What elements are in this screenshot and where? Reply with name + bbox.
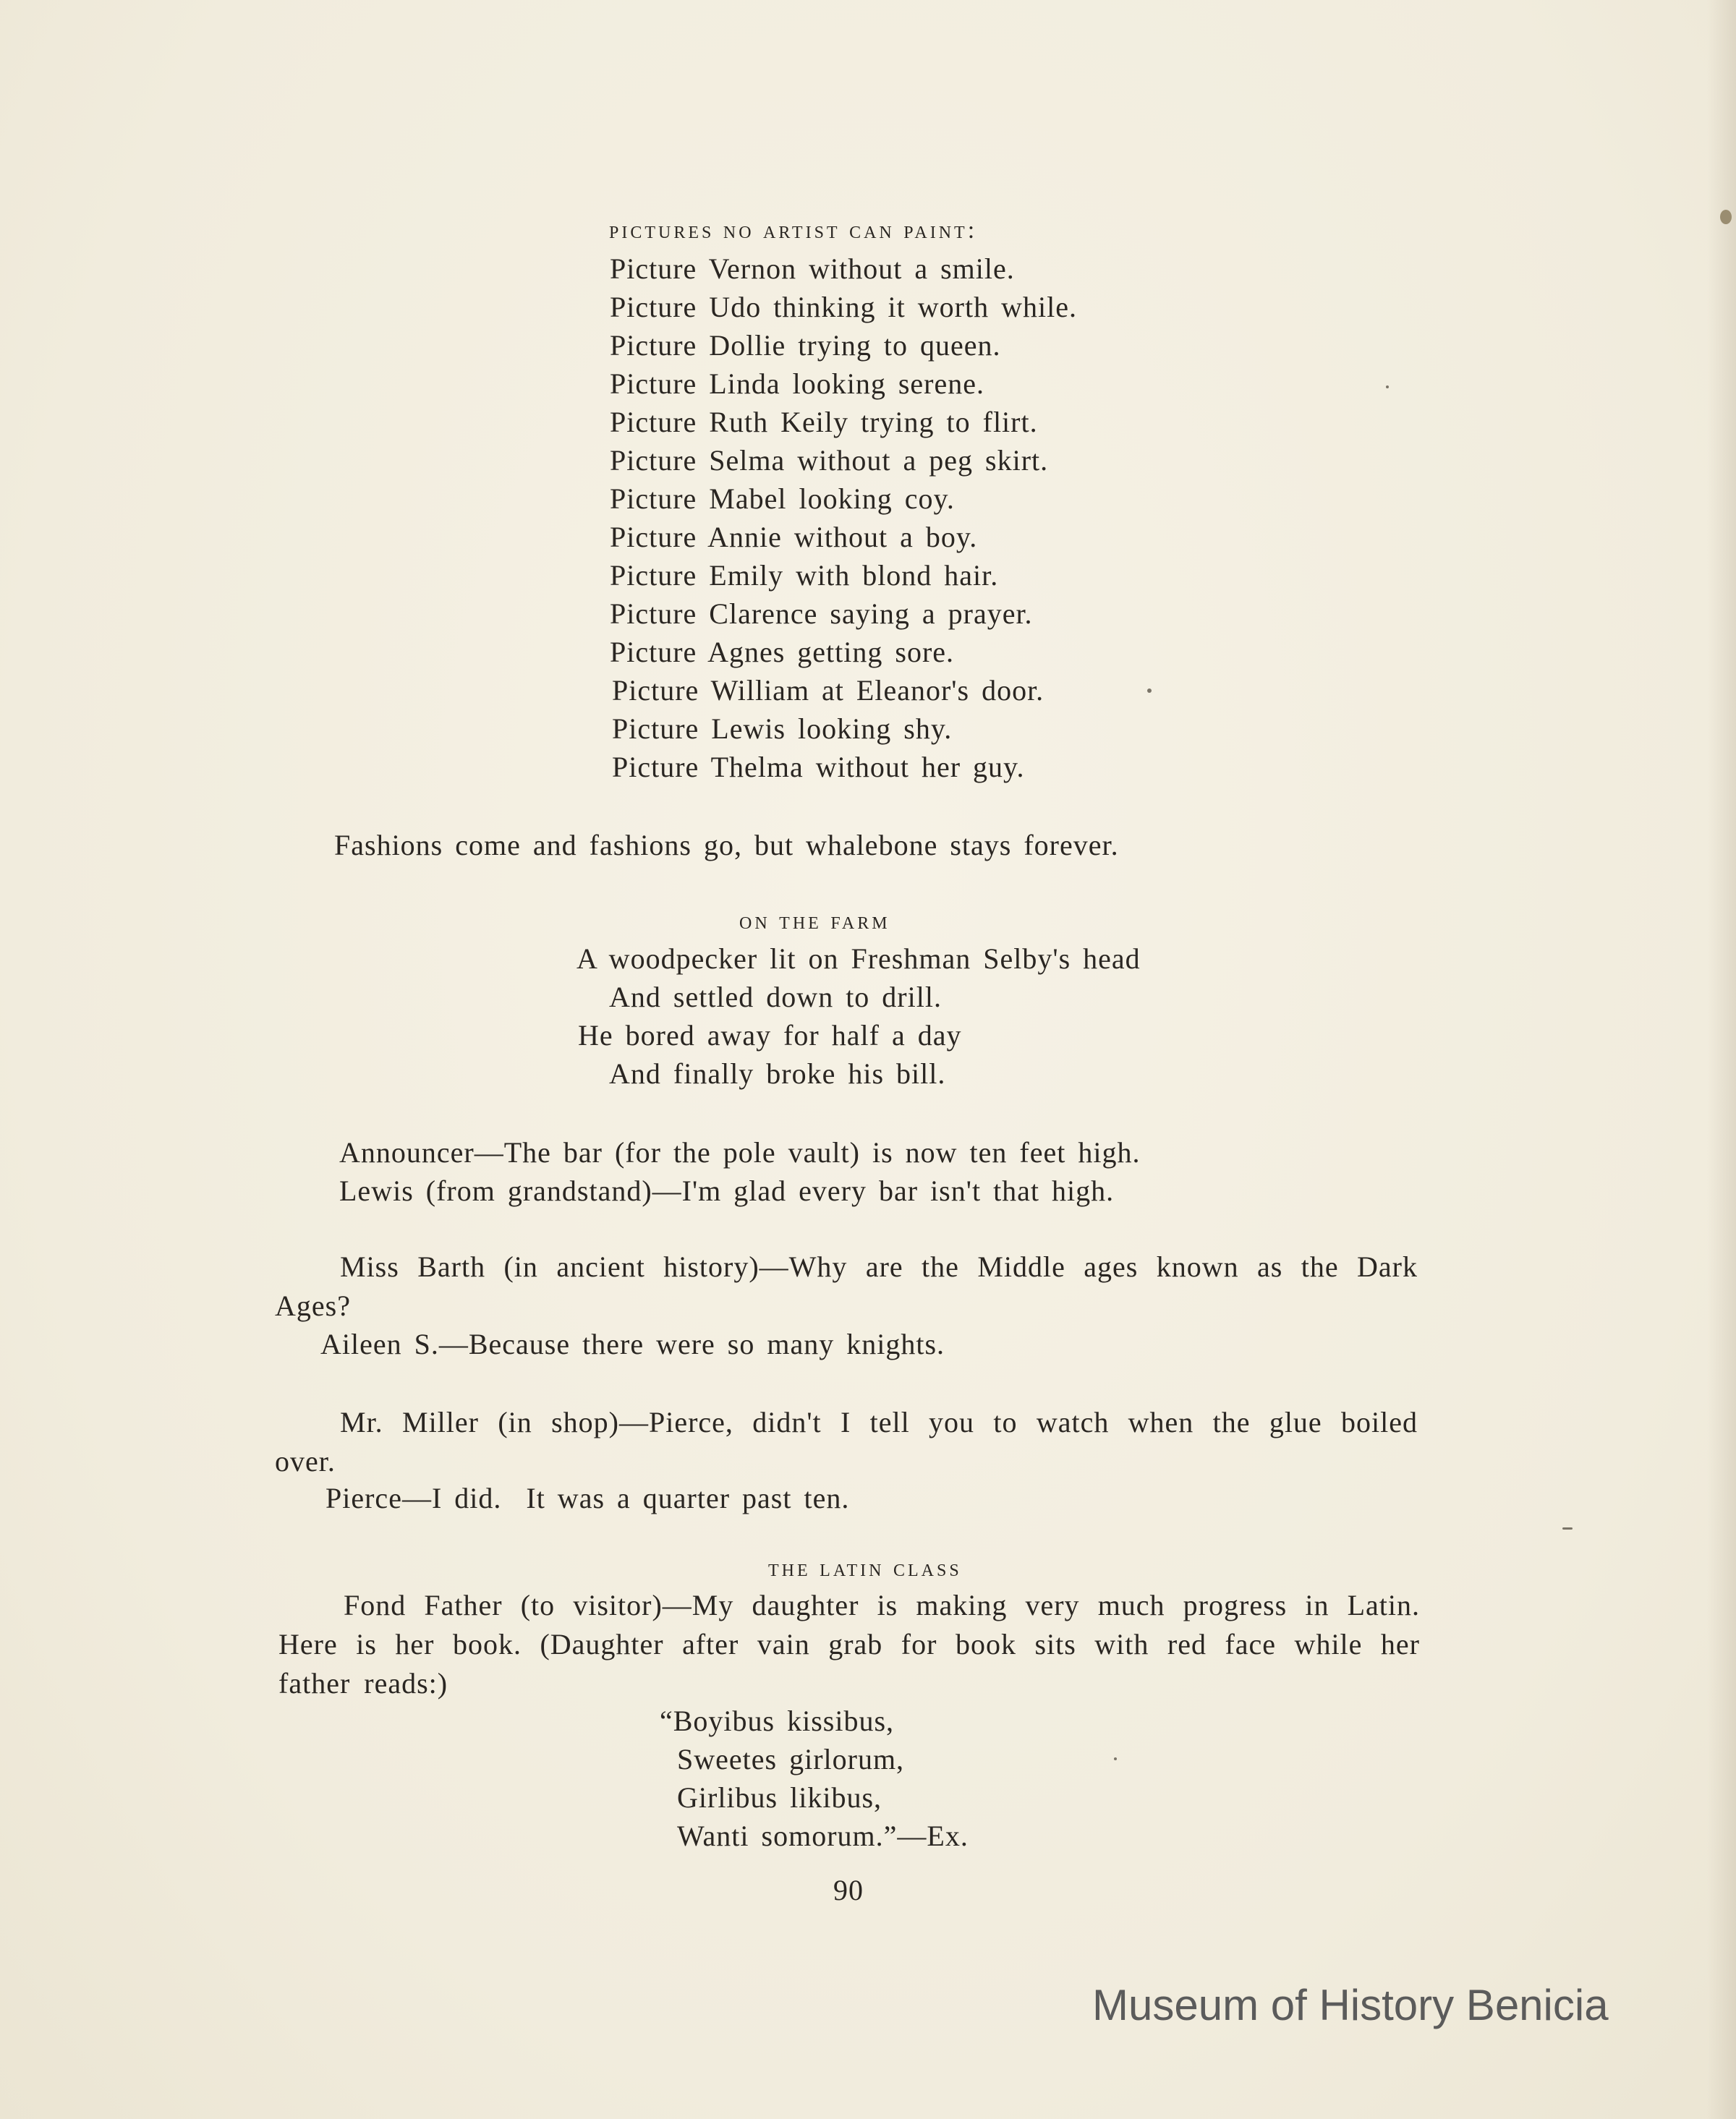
pictures-line: Picture Selma without a peg skirt. [610, 444, 1049, 477]
pictures-line: Picture Linda looking serene. [610, 367, 984, 400]
page-number: 90 [833, 1874, 864, 1906]
museum-watermark: Museum of History Benicia [1092, 1981, 1609, 2029]
latin-paragraph: Fond Father (to visitor)—My daughter is making very much progress in Latin. Here is her book. (Daughter after vain grab for book sits with red face while her father reads:) [278, 1589, 1420, 1700]
page-edge-shadow [1707, 0, 1736, 2119]
farm-verse-line: And finally broke his bill. [609, 1057, 946, 1090]
farm-verse-line: And settled down to drill. [609, 981, 942, 1013]
pictures-line: Picture Udo thinking it worth while. [610, 291, 1077, 323]
pictures-line: Picture Dollie trying to queen. [610, 329, 1001, 362]
latin-heading: the latin class [768, 1555, 962, 1582]
pictures-line: Picture Lewis looking shy. [612, 712, 953, 745]
latin-verse-line: Girlibus likibus, [677, 1781, 882, 1814]
farm-verse-line: He bored away for half a day [578, 1019, 962, 1052]
pictures-line: Picture Annie without a boy. [610, 521, 978, 553]
pictures-line: Picture Thelma without her guy. [612, 751, 1025, 783]
paper-speck [1147, 688, 1152, 693]
pictures-line: Picture Agnes getting sore. [610, 636, 955, 668]
binding-mark [1720, 210, 1732, 224]
lewis-reply: Lewis (from grandstand)—I'm glad every bar isn't that high. [339, 1174, 1115, 1207]
pictures-line: Picture Clarence saying a prayer. [610, 597, 1033, 630]
aileen-answer: Aileen S.—Because there were so many knights. [320, 1328, 945, 1360]
paper-speck [1114, 1757, 1117, 1760]
fashions-joke: Fashions come and fashions go, but whalebone stays forever. [334, 829, 1119, 861]
pictures-line: Picture Ruth Keily trying to flirt. [610, 406, 1038, 438]
announcer-line: Announcer—The bar (for the pole vault) is now ten feet high. [339, 1136, 1141, 1169]
paper-speck [1562, 1527, 1573, 1530]
farm-heading: on the farm [739, 908, 890, 934]
farm-verse-line: A woodpecker lit on Freshman Selby's head [576, 942, 1141, 975]
miller-question: Mr. Miller (in shop)—Pierce, didn't I tell you to watch when the glue boiled over. [275, 1406, 1418, 1478]
pictures-line: Picture William at Eleanor's door. [612, 674, 1044, 707]
pictures-line: Picture Mabel looking coy. [610, 482, 955, 515]
latin-verse-line: “Boyibus kissibus, [660, 1705, 895, 1737]
pictures-heading: pictures no artist can paint: [609, 217, 978, 244]
latin-verse-line: Wanti somorum.”—Ex. [677, 1820, 969, 1852]
pictures-line: Picture Emily with blond hair. [610, 559, 999, 592]
pictures-line: Picture Vernon without a smile. [610, 252, 1015, 285]
pierce-answer: Pierce—I did. It was a quarter past ten. [326, 1482, 850, 1514]
barth-question: Miss Barth (in ancient history)—Why are the Middle ages known as the Dark Ages? [275, 1250, 1418, 1322]
paper-speck [1386, 385, 1389, 388]
latin-verse-line: Sweetes girlorum, [677, 1743, 905, 1775]
